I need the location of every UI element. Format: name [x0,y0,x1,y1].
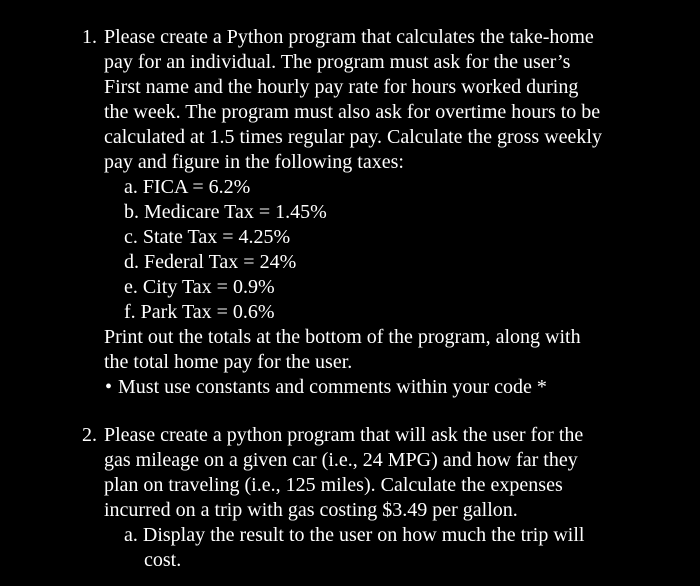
question-2-line: gas mileage on a given car (i.e., 24 MPG) and how far they [104,449,578,471]
tax-item-state: c. State Tax = 4.25% [124,226,291,248]
question-1-line: pay and figure in the following taxes: [104,151,404,173]
question-2-subitem-line: a. Display the result to the user on how much the trip will [124,524,585,546]
question-1-line: pay for an individual. The program must ask for the user’s [104,51,571,73]
question-1-line: the week. The program must also ask for overtime hours to be [104,101,601,123]
tax-item-park: f. Park Tax = 0.6% [124,301,275,323]
requirement-bullet-text: Must use constants and comments within your code * [118,376,547,398]
question-1-line: First name and the hourly pay rate for hours worked during [104,76,579,98]
question-1-line: calculated at 1.5 times regular pay. Calculate the gross weekly [104,126,602,148]
question-1-closing-line: Print out the totals at the bottom of the program, along with [104,326,581,348]
question-2-line: plan on traveling (i.e., 125 miles). Calculate the expenses [104,474,563,496]
question-1-closing-line: the total home pay for the user. [104,351,353,373]
question-2-number: 2. [82,424,97,446]
bullet-icon: • [105,376,113,398]
question-1-line: Please create a Python program that calculates the take-home [104,26,594,48]
question-2-line: Please create a python program that will ask the user for the [104,424,584,446]
tax-item-city: e. City Tax = 0.9% [124,276,275,298]
tax-item-fica: a. FICA = 6.2% [124,176,251,198]
question-1-number: 1. [82,26,97,48]
tax-item-federal: d. Federal Tax = 24% [124,251,297,273]
question-2-line: incurred on a trip with gas costing $3.49 per gallon. [104,499,518,521]
question-2-subitem-line: cost. [144,549,182,571]
tax-item-medicare: b. Medicare Tax = 1.45% [124,201,327,223]
